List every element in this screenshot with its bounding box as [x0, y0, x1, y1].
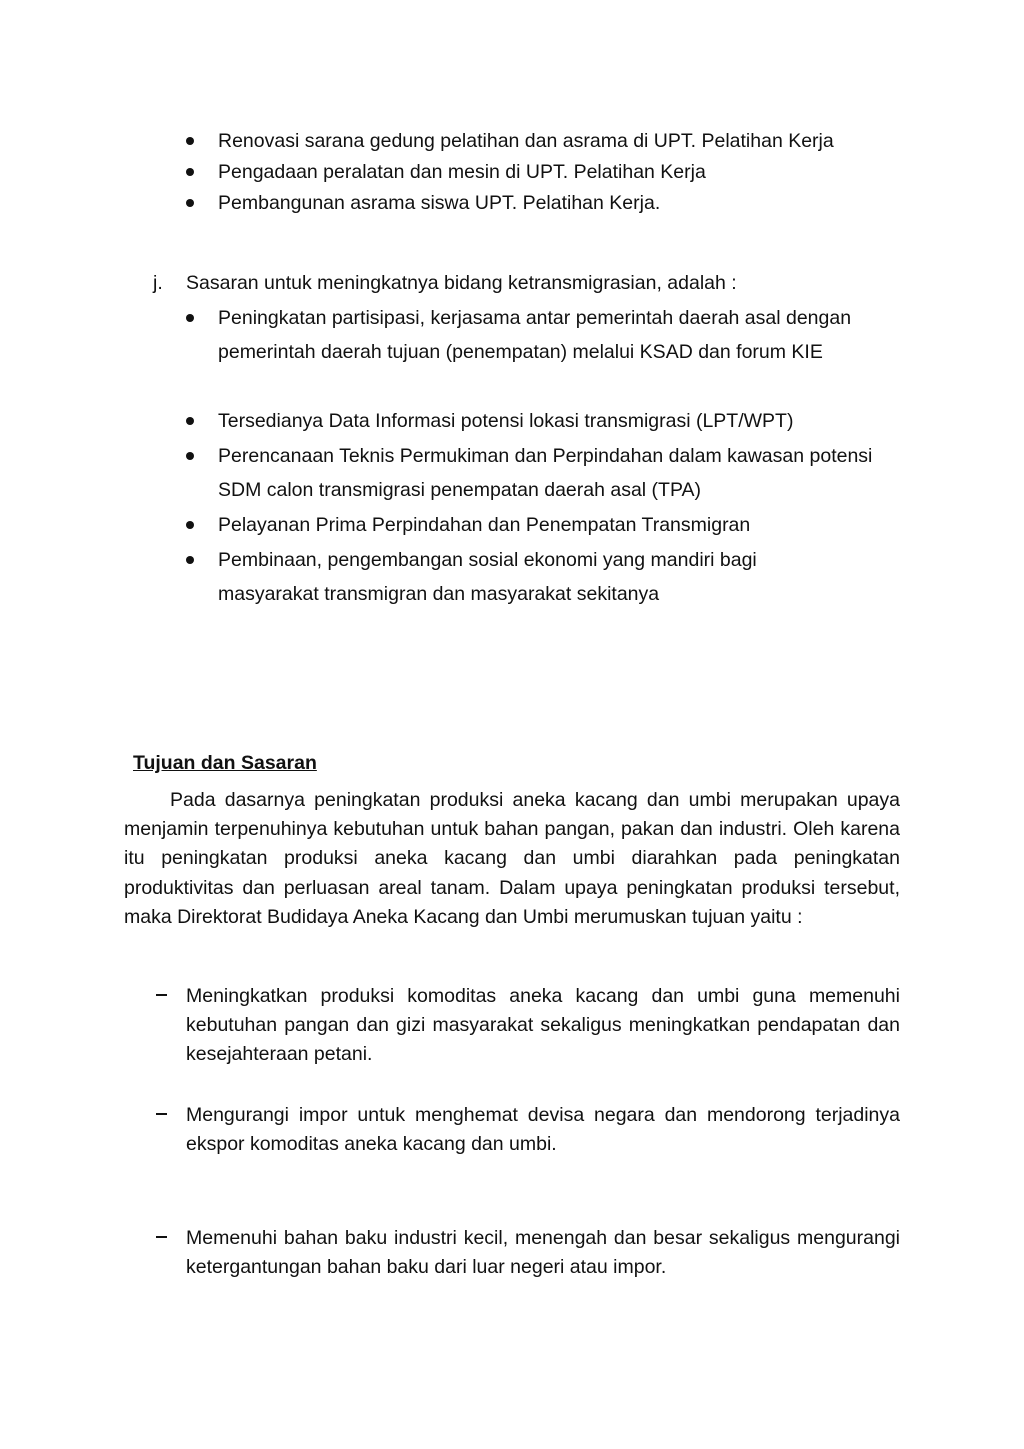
list-item-text: Pembinaan, pengembangan sosial ekonomi yang mandiri bagi masyarakat transmigran dan masyarakat sekitanya	[218, 549, 757, 605]
dash-icon	[156, 1236, 167, 1238]
list-item-text: Tersedianya Data Informasi potensi lokasi transmigrasi (LPT/WPT)	[218, 410, 794, 432]
list-item	[0, 404, 1024, 438]
list-item-text: Pengadaan peralatan dan mesin di UPT. Pelatihan Kerja	[218, 161, 706, 183]
bullet-icon	[186, 556, 194, 564]
section-intro: Sasaran untuk meningkatnya bidang ketransmigrasian, adalah :	[186, 272, 737, 294]
list-item	[0, 301, 1024, 403]
bullet-icon	[186, 168, 194, 176]
body-paragraph: Pada dasarnya peningkatan produksi aneka kacang dan umbi merupakan upaya menjamin terpenuhinya kebutuhan untuk bahan pangan, pakan dan industri. Oleh karena itu peningkatan produksi aneka kacang dan umbi diarahkan pada peningkatan produktivitas dan perluasan areal tanam. Dalam upaya peningkatan produksi tersebut, maka Direktorat Budidaya Aneka Kacang dan Umbi merumuskan tujuan yaitu :	[124, 789, 900, 928]
bullet-icon	[186, 314, 194, 322]
list-item-text: Mengurangi impor untuk menghemat devisa negara dan mendorong terjadinya ekspor komoditas aneka kacang dan umbi.	[186, 1104, 900, 1156]
bullet-icon	[186, 199, 194, 207]
list-item-text: Peningkatan partisipasi, kerjasama antar pemerintah daerah asal dengan pemerintah daerah tujuan (penempatan) melalui KSAD dan forum KIE	[218, 307, 852, 363]
list-marker: j.	[153, 272, 163, 294]
list-item-text: Pembangunan asrama siswa UPT. Pelatihan Kerja.	[218, 192, 661, 214]
dash-icon	[156, 1113, 167, 1115]
list-item	[0, 124, 1024, 158]
list-item	[0, 508, 1024, 542]
list-item	[0, 439, 1024, 507]
bullet-icon	[186, 521, 194, 529]
bullet-icon	[186, 452, 194, 460]
section-heading: Tujuan dan Sasaran	[133, 752, 317, 774]
bullet-icon	[186, 417, 194, 425]
dash-icon	[156, 994, 167, 996]
list-item	[0, 543, 1024, 611]
list-item-text: Perencanaan Teknis Permukiman dan Perpindahan dalam kawasan potensi SDM calon transmigrasi penempatan daerah asal (TPA)	[218, 445, 873, 501]
list-item	[0, 186, 1024, 220]
list-item	[0, 155, 1024, 189]
list-item-text: Pelayanan Prima Perpindahan dan Penempatan Transmigran	[218, 514, 751, 536]
list-item-text: Renovasi sarana gedung pelatihan dan asrama di UPT. Pelatihan Kerja	[218, 130, 834, 152]
bullet-icon	[186, 137, 194, 145]
list-item-text: Meningkatkan produksi komoditas aneka kacang dan umbi guna memenuhi kebutuhan pangan dan gizi masyarakat sekaligus meningkatkan pendapatan dan kesejahteraan petani.	[186, 985, 900, 1066]
list-item-text: Memenuhi bahan baku industri kecil, menengah dan besar sekaligus mengurangi ketergantungan bahan baku dari luar negeri atau impor.	[186, 1227, 900, 1279]
